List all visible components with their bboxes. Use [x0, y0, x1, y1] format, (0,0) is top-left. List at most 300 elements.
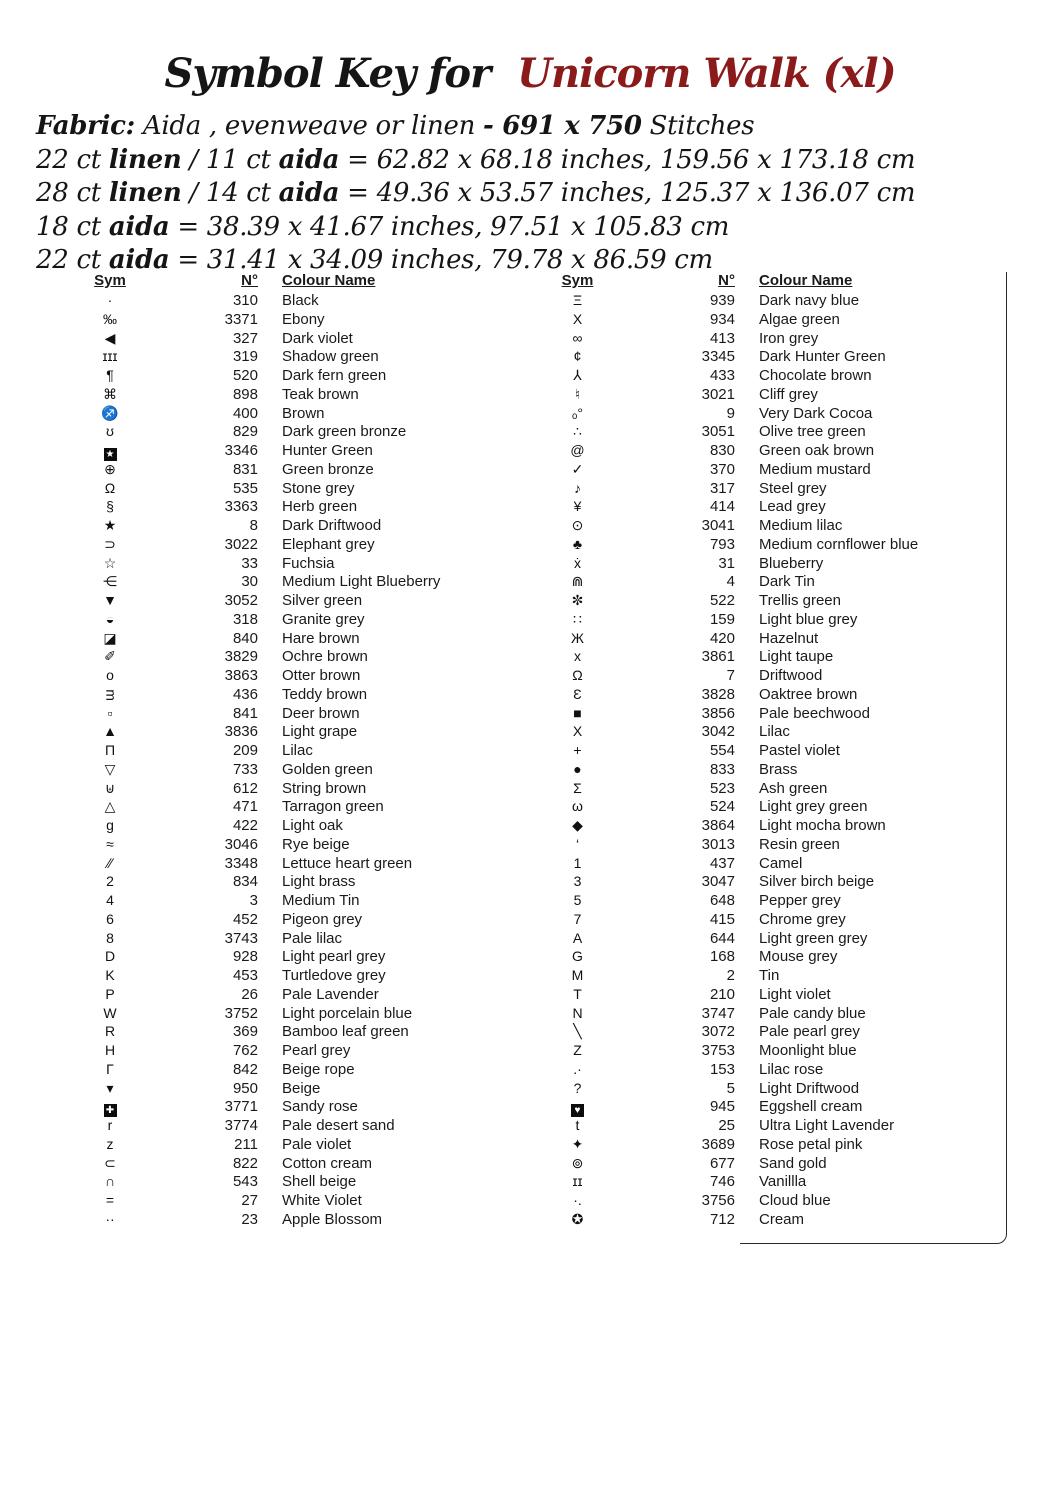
- number-cell: 520: [232, 367, 258, 384]
- symbol-cell: ⊕: [104, 460, 116, 477]
- table-row: [530, 873, 1000, 892]
- symbol-cell: ɪɪɪ: [102, 348, 118, 365]
- table-row: [530, 592, 1000, 611]
- number-cell: 945: [709, 1098, 735, 1116]
- symbol-cell: ɪɪ: [572, 1173, 583, 1190]
- number-cell: 370: [709, 460, 735, 478]
- number-cell: 733: [232, 760, 258, 778]
- colour-name-cell: Dark navy blue: [759, 292, 860, 309]
- colour-name-cell: Sand gold: [759, 1154, 827, 1172]
- number-cell: 471: [232, 798, 258, 816]
- symbol-cell: ⋲: [103, 573, 117, 590]
- number-cell: 3863: [224, 667, 258, 684]
- table-row: [60, 517, 520, 536]
- number-cell: 3042: [701, 723, 735, 741]
- symbol-cell: ◒: [105, 610, 115, 627]
- colour-name-cell: Rye beige: [282, 835, 350, 853]
- number-cell: 950: [232, 1079, 258, 1097]
- colour-name-cell: Bamboo leaf green: [282, 1023, 409, 1041]
- number-cell: 2: [726, 967, 735, 984]
- page-title: [0, 50, 1060, 97]
- colour-name-cell: Light brass: [282, 873, 356, 891]
- table-row: [60, 742, 520, 761]
- table-row: [60, 1136, 520, 1155]
- colour-name-cell: Lead grey: [759, 498, 826, 516]
- table-row: [530, 630, 1000, 649]
- table-row: [60, 798, 520, 817]
- colour-name-cell: Shadow green: [282, 348, 379, 366]
- number-cell: 3051: [701, 423, 735, 441]
- fabric-text: / 11 ct: [181, 144, 279, 175]
- symbol-cell: ✐: [104, 648, 116, 665]
- fabric-text: linen: [108, 178, 182, 208]
- number-cell: 535: [232, 479, 258, 497]
- symbol-cell: 5: [573, 892, 582, 908]
- table-row: [60, 348, 520, 367]
- table-row: [60, 648, 520, 667]
- number-cell: 898: [232, 385, 258, 403]
- colour-name-cell: Cotton cream: [282, 1154, 373, 1172]
- symbol-cell: ☆: [103, 554, 117, 571]
- colour-name-cell: Sandy rose: [282, 1098, 358, 1116]
- symbol-cell: §: [106, 498, 114, 515]
- colour-name-cell: Tarragon green: [282, 798, 384, 816]
- symbol-cell: K: [105, 967, 115, 983]
- symbol-cell: ▲: [103, 723, 117, 740]
- table-row: [60, 855, 520, 874]
- number-cell: 415: [709, 910, 735, 928]
- key-table-left: [60, 272, 520, 1230]
- symbol-cell: ω: [572, 798, 583, 815]
- symbol-cell: ◀: [104, 329, 116, 346]
- colour-name-cell: Medium Tin: [282, 892, 360, 909]
- number-cell: 3072: [701, 1023, 735, 1041]
- symbol-cell: Σ: [573, 779, 582, 796]
- symbol-cell: ♐: [101, 404, 119, 421]
- symbol-cell: ‰: [103, 310, 117, 327]
- colour-name-cell: Resin green: [759, 835, 840, 853]
- symbol-cell: ■: [573, 704, 582, 721]
- table-header: [530, 272, 1000, 292]
- colour-name-cell: Cliff grey: [759, 385, 818, 403]
- symbol-cell: ✪: [571, 1210, 584, 1227]
- table-row: [60, 967, 520, 986]
- table-row: [530, 798, 1000, 817]
- symbol-cell: T: [573, 985, 582, 1002]
- colour-name-cell: Shell beige: [282, 1173, 357, 1191]
- colour-name-cell: Turtledove grey: [282, 967, 386, 984]
- header-number: N°: [241, 272, 258, 289]
- colour-name-cell: Ash green: [759, 779, 828, 797]
- table-row: [530, 536, 1000, 555]
- number-cell: 436: [232, 685, 258, 703]
- table-row: [60, 592, 520, 611]
- symbol-cell: ✓: [571, 460, 584, 477]
- table-row: [60, 1023, 520, 1042]
- number-cell: 612: [232, 779, 258, 797]
- number-cell: 524: [709, 798, 735, 816]
- table-row: [530, 986, 1000, 1005]
- number-cell: 840: [232, 629, 258, 647]
- table-row: [60, 555, 520, 574]
- colour-name-cell: Teak brown: [282, 385, 359, 403]
- number-cell: 3861: [701, 648, 735, 666]
- table-row: [60, 405, 520, 424]
- symbol-cell: o: [106, 667, 114, 683]
- colour-name-cell: Driftwood: [759, 667, 823, 684]
- symbol-cell: ∞: [572, 329, 583, 346]
- number-cell: 3021: [701, 385, 735, 403]
- colour-name-cell: Pigeon grey: [282, 910, 363, 928]
- symbol-cell: ✦: [571, 1135, 584, 1152]
- table-row: [60, 705, 520, 724]
- number-cell: 829: [232, 423, 258, 441]
- colour-name-cell: Tin: [759, 967, 780, 984]
- colour-name-cell: Ochre brown: [282, 648, 368, 666]
- fabric-text: = 49.36 x 53.57 inches, 125.37 x 136.07 cm: [339, 178, 916, 208]
- colour-name-cell: Iron grey: [759, 329, 819, 347]
- symbol-cell: Ж: [571, 629, 584, 646]
- colour-name-cell: Dark violet: [282, 329, 353, 347]
- number-cell: 453: [232, 967, 258, 984]
- number-cell: 7: [726, 667, 735, 684]
- number-cell: 23: [241, 1210, 258, 1228]
- colour-name-cell: Teddy brown: [282, 685, 368, 703]
- table-row: [60, 330, 520, 349]
- symbol-cell: ●: [573, 760, 582, 777]
- symbol-cell: ‘: [575, 835, 580, 852]
- fabric-text: Fabric:: [36, 111, 135, 141]
- table-row: [60, 461, 520, 480]
- table-row: [60, 442, 520, 461]
- number-cell: 414: [709, 498, 735, 516]
- number-cell: 939: [709, 292, 735, 309]
- table-body-left: [60, 292, 520, 1230]
- table-row: [60, 423, 520, 442]
- symbol-cell: ♪: [574, 479, 581, 496]
- table-row: [530, 498, 1000, 517]
- colour-name-cell: Dark Tin: [759, 573, 815, 591]
- symbol-cell: ◪: [103, 629, 117, 646]
- table-row: [60, 723, 520, 742]
- colour-name-cell: Beige rope: [282, 1060, 355, 1078]
- colour-name-cell: Medium cornflower blue: [759, 535, 919, 553]
- symbol-cell: Ω: [572, 667, 583, 683]
- colour-name-cell: Light Driftwood: [759, 1079, 860, 1097]
- colour-name-cell: Blueberry: [759, 554, 824, 572]
- colour-name-cell: Brass: [759, 760, 798, 778]
- number-cell: 8: [249, 517, 258, 534]
- number-cell: 3864: [701, 817, 735, 834]
- table-row: [530, 742, 1000, 761]
- fabric-text: = 31.41 x 34.09 inches, 79.78 x 86.59 cm: [169, 245, 713, 275]
- number-cell: 310: [232, 292, 258, 309]
- symbol-cell: Ω: [104, 479, 116, 496]
- table-row: [530, 517, 1000, 536]
- table-row: [60, 630, 520, 649]
- fabric-line: [36, 211, 1036, 245]
- colour-name-cell: Olive tree green: [759, 423, 866, 441]
- colour-name-cell: Pale candy blue: [759, 1004, 866, 1022]
- colour-name-cell: Moonlight blue: [759, 1042, 857, 1059]
- number-cell: 27: [241, 1192, 258, 1209]
- table-row: [530, 367, 1000, 386]
- table-row: [530, 423, 1000, 442]
- symbol-cell: ╲: [573, 1023, 582, 1040]
- table-row: [60, 667, 520, 686]
- number-cell: 822: [232, 1154, 258, 1172]
- number-cell: 9: [726, 404, 735, 422]
- colour-name-cell: Herb green: [282, 498, 358, 516]
- number-cell: 554: [709, 742, 735, 759]
- colour-name-cell: Medium mustard: [759, 460, 871, 478]
- fabric-line: [36, 177, 1036, 211]
- symbol-cell: ▽: [104, 760, 116, 777]
- colour-name-cell: Lilac: [282, 742, 313, 759]
- symbol-cell: ∩: [104, 1173, 116, 1190]
- colour-name-cell: Brown: [282, 404, 325, 422]
- table-row: [60, 930, 520, 949]
- colour-name-cell: Black: [282, 292, 319, 309]
- symbol-cell: ʊ: [106, 423, 114, 440]
- symbol-cell: 7: [573, 910, 582, 927]
- colour-name-cell: Lilac: [759, 723, 790, 741]
- symbol-cell: ⊙: [571, 517, 584, 533]
- colour-name-cell: Otter brown: [282, 667, 361, 684]
- colour-name-cell: Ultra Light Lavender: [759, 1117, 895, 1134]
- symbol-cell: ♮: [574, 385, 580, 402]
- table-row: [60, 573, 520, 592]
- number-cell: 30: [241, 573, 258, 591]
- symbol-cell: ¶: [106, 367, 114, 383]
- fabric-text: = 38.39 x 41.67 inches, 97.51 x 105.83 cm: [169, 211, 730, 242]
- colour-name-cell: Eggshell cream: [759, 1098, 863, 1116]
- colour-name-cell: Trellis green: [759, 592, 841, 609]
- fabric-line: [36, 144, 1036, 178]
- colour-name-cell: Pale beechwood: [759, 704, 870, 722]
- number-cell: 842: [232, 1060, 258, 1078]
- table-row: [530, 948, 1000, 967]
- symbol-cell: H: [104, 1042, 116, 1058]
- symbol-cell: 8: [106, 929, 114, 946]
- symbol-cell: Ɛ: [573, 685, 582, 702]
- number-cell: 644: [709, 929, 735, 947]
- table-row: [60, 292, 520, 311]
- symbol-cell: ᴟ: [105, 685, 115, 702]
- symbol-cell: 6: [106, 910, 114, 927]
- colour-name-cell: Chrome grey: [759, 910, 846, 928]
- symbol-cell: z: [106, 1135, 114, 1152]
- colour-name-cell: Pastel violet: [759, 742, 840, 759]
- number-cell: 834: [232, 873, 258, 891]
- symbol-cell: ∕∕: [107, 854, 113, 871]
- table-row: [530, 817, 1000, 836]
- table-row: [530, 648, 1000, 667]
- symbol-cell: ⅄: [573, 367, 582, 383]
- symbol-cell: 4: [106, 892, 114, 908]
- table-row: [60, 1192, 520, 1211]
- colour-name-cell: White Violet: [282, 1192, 362, 1209]
- table-row: [530, 667, 1000, 686]
- colour-name-cell: Light pearl grey: [282, 948, 386, 966]
- colour-name-cell: Light oak: [282, 817, 343, 834]
- number-cell: 168: [709, 948, 735, 966]
- symbol-cell: t: [575, 1117, 580, 1133]
- number-cell: 831: [232, 460, 258, 478]
- boxed-symbol: ♥: [571, 1104, 584, 1117]
- number-cell: 327: [232, 329, 258, 347]
- symbol-cell: =: [105, 1192, 115, 1208]
- table-row: [60, 1155, 520, 1174]
- table-row: [530, 1136, 1000, 1155]
- colour-name-cell: Dark Driftwood: [282, 517, 382, 534]
- table-row: [530, 1117, 1000, 1136]
- table-row: [60, 873, 520, 892]
- colour-name-cell: Hunter Green: [282, 442, 373, 459]
- colour-name-cell: Light porcelain blue: [282, 1004, 413, 1022]
- number-cell: 437: [709, 854, 735, 872]
- title-pattern-name: Unicorn Walk (xl): [517, 50, 896, 97]
- header-number: N°: [718, 272, 735, 289]
- colour-name-cell: String brown: [282, 779, 367, 797]
- symbol-cell: [530, 1098, 625, 1117]
- table-row: [60, 986, 520, 1005]
- colour-name-cell: Dark Hunter Green: [759, 348, 886, 366]
- number-cell: 3052: [224, 592, 258, 609]
- table-row: [530, 892, 1000, 911]
- table-row: [530, 911, 1000, 930]
- colour-name-cell: Light blue grey: [759, 610, 858, 628]
- number-cell: 3371: [224, 310, 258, 328]
- colour-name-cell: Light grey green: [759, 798, 868, 816]
- number-cell: 677: [709, 1154, 735, 1172]
- colour-name-cell: Cream: [759, 1210, 805, 1228]
- symbol-cell: ₒ°: [572, 404, 583, 421]
- symbol-cell: ⊎: [104, 779, 116, 796]
- symbol-cell: ★: [103, 517, 117, 533]
- symbol-cell: ⊃: [104, 535, 116, 552]
- fabric-text: 28 ct: [36, 178, 109, 208]
- colour-name-cell: Cloud blue: [759, 1192, 831, 1209]
- key-table-right: [530, 272, 1000, 1230]
- table-row: [530, 292, 1000, 311]
- fabric-block: [36, 110, 1036, 278]
- colour-name-cell: Light taupe: [759, 648, 834, 666]
- table-row: [60, 611, 520, 630]
- table-row: [530, 1098, 1000, 1117]
- number-cell: 841: [232, 704, 258, 722]
- colour-name-cell: Dark fern green: [282, 367, 387, 384]
- header-sym: Sym: [561, 272, 594, 289]
- symbol-cell: ẋ: [574, 554, 581, 571]
- symbol-cell: M: [571, 967, 584, 983]
- colour-name-cell: Green bronze: [282, 460, 374, 478]
- boxed-symbol: ★: [104, 448, 117, 461]
- number-cell: 3345: [701, 348, 735, 366]
- fabric-text: Stitches: [641, 111, 755, 141]
- colour-name-cell: Vanillla: [759, 1173, 807, 1191]
- table-row: [530, 1192, 1000, 1211]
- table-row: [60, 1042, 520, 1061]
- table-row: [60, 817, 520, 836]
- table-row: [530, 386, 1000, 405]
- fabric-text: aida: [278, 178, 340, 208]
- number-cell: 746: [709, 1173, 735, 1191]
- symbol-cell: ··: [105, 1210, 115, 1227]
- colour-name-cell: Hazelnut: [759, 629, 819, 647]
- symbol-cell: ▼: [103, 592, 117, 608]
- number-cell: 762: [232, 1042, 258, 1059]
- number-cell: 420: [709, 629, 735, 647]
- colour-name-cell: Beige: [282, 1079, 321, 1097]
- symbol-cell: .·: [573, 1060, 582, 1077]
- number-cell: 5: [726, 1079, 735, 1097]
- colour-name-cell: Granite grey: [282, 610, 365, 628]
- table-row: [60, 780, 520, 799]
- table-row: [60, 1061, 520, 1080]
- colour-name-cell: Light mocha brown: [759, 817, 886, 834]
- number-cell: 3756: [701, 1192, 735, 1209]
- number-cell: 209: [232, 742, 258, 759]
- symbol-cell: ▫: [107, 704, 113, 721]
- colour-name-cell: Pale desert sand: [282, 1117, 395, 1134]
- colour-name-cell: Rose petal pink: [759, 1135, 863, 1153]
- colour-name-cell: Steel grey: [759, 479, 827, 497]
- number-cell: 523: [709, 779, 735, 797]
- number-cell: 26: [241, 985, 258, 1003]
- symbol-cell: ∷: [573, 610, 582, 627]
- table-row: [60, 480, 520, 499]
- number-cell: 793: [709, 535, 735, 553]
- symbol-cell: 1: [573, 854, 582, 871]
- number-cell: 452: [232, 910, 258, 928]
- symbol-cell: N: [572, 1004, 583, 1021]
- table-row: [530, 1005, 1000, 1024]
- boxed-symbol: ✚: [104, 1104, 117, 1117]
- number-cell: 159: [709, 610, 735, 628]
- colour-name-cell: Medium lilac: [759, 517, 843, 534]
- table-row: [530, 1173, 1000, 1192]
- colour-name-cell: Silver green: [282, 592, 363, 609]
- symbol-cell: ·.: [573, 1192, 582, 1208]
- number-cell: 833: [709, 760, 735, 778]
- colour-name-cell: Green oak brown: [759, 442, 875, 459]
- number-cell: 3348: [224, 854, 258, 872]
- symbol-cell: [60, 442, 160, 461]
- fabric-line: [36, 110, 1036, 144]
- table-header: [60, 272, 520, 292]
- number-cell: 25: [718, 1117, 735, 1134]
- number-cell: 3743: [224, 929, 258, 947]
- colour-name-cell: Ebony: [282, 310, 325, 328]
- table-row: [530, 573, 1000, 592]
- colour-name-cell: Pearl grey: [282, 1042, 351, 1059]
- number-cell: 369: [232, 1023, 258, 1041]
- number-cell: 317: [709, 479, 735, 497]
- symbol-cell: ✼: [571, 592, 584, 608]
- fabric-text: aida: [108, 211, 170, 242]
- colour-name-cell: Oaktree brown: [759, 685, 858, 703]
- colour-name-cell: Elephant grey: [282, 535, 375, 553]
- table-row: [60, 1098, 520, 1117]
- symbol-cell: W: [103, 1004, 117, 1021]
- colour-name-cell: Light violet: [759, 985, 831, 1003]
- symbol-cell: ▾: [106, 1079, 114, 1096]
- symbol-cell: Π: [104, 742, 116, 758]
- table-row: [530, 442, 1000, 461]
- colour-name-cell: Apple Blossom: [282, 1210, 383, 1228]
- number-cell: 934: [709, 310, 735, 328]
